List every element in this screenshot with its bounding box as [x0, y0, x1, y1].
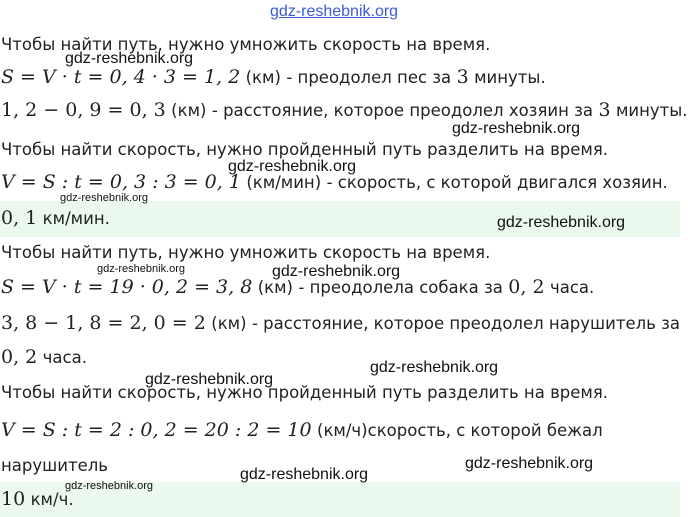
answer-1 — [1, 207, 110, 229]
equation-tail: минуты. — [615, 101, 688, 120]
watermark: gdz-reshebnik.org — [272, 263, 401, 280]
watermark: gdz-reshebnik.org — [465, 455, 594, 472]
equation-expression: 1, 2 − 0, 9 = 0, 3 — [1, 99, 166, 121]
watermark: gdz-reshebnik.org — [497, 214, 626, 231]
equation-number: 3 — [456, 66, 469, 88]
equation-unit: (км) — [245, 68, 281, 87]
equation-speed-intruder-cont: нарушитель — [1, 456, 108, 475]
equation-description: скорость, с которой бежал — [367, 421, 603, 440]
equation-number: 0, 2 — [508, 276, 545, 298]
equation-tail: часа. — [42, 348, 87, 367]
equation-expression: S = V · t = 0, 4 · 3 = 1, 2 — [1, 66, 241, 88]
answer-unit: км/ч. — [30, 490, 74, 509]
rule-path-2: Чтобы найти путь, нужно умножить скорость на время. — [1, 243, 491, 262]
answer-value: 0, 1 — [1, 207, 38, 229]
equation-unit: (км) — [211, 314, 247, 333]
watermark: gdz-reshebnik.org — [228, 158, 357, 175]
watermark: gdz-reshebnik.org — [97, 263, 186, 275]
watermark: gdz-reshebnik.org — [240, 466, 369, 483]
equation-description: - преодолела собака за — [298, 278, 503, 297]
equation-number: 0, 2 — [1, 346, 38, 368]
site-link[interactable]: gdz-reshebnik.org — [270, 3, 399, 20]
watermark: gdz-reshebnik.org — [65, 50, 194, 67]
equation-expression: 3, 8 − 1, 8 = 2, 0 = 2 — [1, 312, 206, 334]
equation-description: - скорость, с которой двигался хозяин. — [326, 173, 668, 192]
equation-unit: (км/мин) — [246, 173, 322, 192]
equation-expression: V = S : t = 0, 3 : 3 = 0, 1 — [1, 171, 241, 193]
equation-unit: (км/ч) — [317, 421, 368, 440]
equation-distance-intruder — [1, 312, 680, 334]
equation-description: - расстояние, которое преодолел хозяин за — [211, 101, 594, 120]
equation-tail: часа. — [549, 278, 595, 297]
equation-speed-intruder — [1, 419, 603, 441]
equation-distance-owner — [1, 99, 688, 121]
equation-expression: V = S : t = 2 : 0, 2 = 20 : 2 = 10 — [1, 419, 312, 441]
equation-distance-intruder-cont — [1, 346, 87, 368]
rule-speed-2: Чтобы найти скорость, нужно пройденный путь разделить на время. — [1, 383, 609, 402]
watermark: gdz-reshebnik.org — [60, 192, 149, 204]
equation-distance-dog — [1, 66, 546, 88]
equation-number: 3 — [598, 99, 611, 121]
watermark: gdz-reshebnik.org — [65, 480, 154, 492]
answer-value: 10 — [1, 488, 26, 510]
equation-description: - расстояние, которое преодолел нарушитель за — [251, 314, 681, 333]
watermark: gdz-reshebnik.org — [370, 359, 499, 376]
answer-2 — [1, 488, 74, 510]
watermark: gdz-reshebnik.org — [145, 371, 274, 388]
equation-unit: (км) — [171, 101, 207, 120]
rule-path-1: Чтобы найти путь, нужно умножить скорость на время. — [1, 35, 491, 54]
equation-description: - преодолел пес за — [286, 68, 452, 87]
answer-unit: км/мин. — [42, 209, 110, 228]
watermark: gdz-reshebnik.org — [452, 120, 581, 137]
equation-unit: (км) — [257, 278, 293, 297]
equation-expression: S = V · t = 19 · 0, 2 = 3, 8 — [1, 276, 253, 298]
rule-speed-1: Чтобы найти скорость, нужно пройденный путь разделить на время. — [1, 140, 609, 159]
equation-tail: минуты. — [474, 68, 546, 87]
